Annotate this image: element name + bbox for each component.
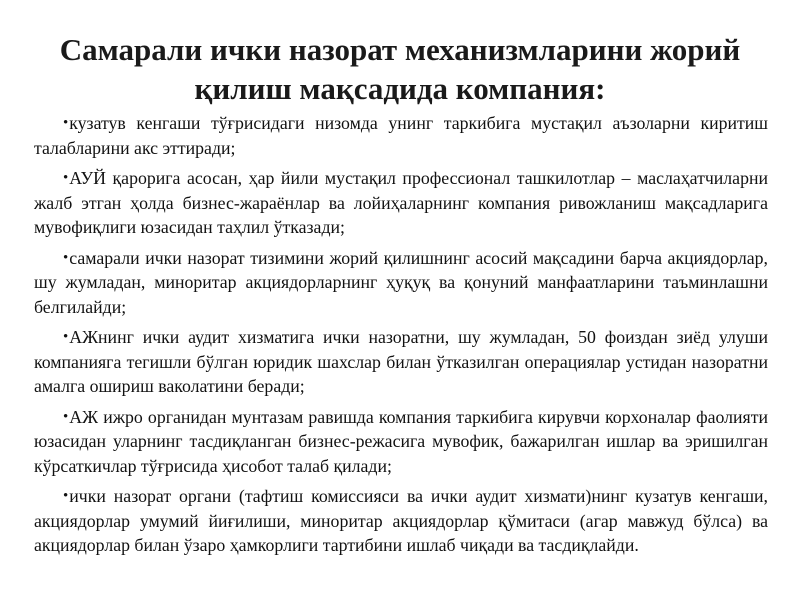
bullet-list <box>34 111 768 564</box>
slide-title <box>40 30 760 108</box>
bullet-dot-icon: • <box>63 488 69 504</box>
bullet-item-6 <box>34 484 768 558</box>
bullet-dot-icon: • <box>63 329 69 345</box>
bullet-text: АУЙ қарорига асосан, ҳар йили мустақил профессионал ташкилотлар – маслаҳатчиларни жалб этган ҳолда бизнес-жараёнлар ва лойиҳаларнинг компания ривожланиш мақсадларига мувофиқлиги юзасидан таҳлил ўтказади; <box>34 168 768 237</box>
bullet-text: АЖ ижро органидан мунтазам равишда компания таркибига кирувчи корхоналар фаолияти юзасидан уларнинг тасдиқланган бизнес-режасига мувофик, бажарилган ишлар ва эришилган кўрсаткичлар тўғрисида ҳисобот талаб қилади; <box>34 406 768 476</box>
bullet-dot-icon: • <box>63 170 69 186</box>
bullet-text: АЖнинг ички аудит хизматига ички назоратни, шу жумладан, 50 фоиздан зиёд улуши компанияга тегишли бўлган юридик шахслар билан ўтказилган операциялар устидан назоратни амалга ошириш ваколатини беради; <box>34 327 768 396</box>
bullet-item-3 <box>34 246 768 320</box>
slide-title-line-1: Самарали ички назорат механизмларини жорий <box>59 32 741 67</box>
bullet-text: кузатув кенгаши тўғрисидаги низомда унинг таркибига мустақил аъзоларни киритиш талабларини акс эттиради; <box>34 113 768 158</box>
bullet-dot-icon: • <box>63 408 69 425</box>
bullet-text: самарали ички назорат тизимини жорий қилишнинг асосий мақсадини барча акциядорлар, шу жумладан, миноритар акциядорларнинг ҳуқуқ ва қонуний манфаатларини таъминлашни белгилайди; <box>34 247 768 317</box>
bullet-text: ички назорат органи (тафтиш комиссияси ва ички аудит хизмати)нинг кузатув кенгаши, акциядорлар умумий йиғилиши, миноритар акциядорлар қўмитаси (агар мавжуд бўлса) ва акциядорлар билан ўзаро ҳамкорлиги тартибини ишлаб чиқади ва тасдиқлайди. <box>34 486 768 555</box>
bullet-item-4 <box>34 325 768 399</box>
bullet-item-2 <box>34 166 768 240</box>
bullet-item-5 <box>34 405 768 479</box>
slide-title-line-2: қилиш мақсадида компания: <box>194 71 606 106</box>
bullet-dot-icon: • <box>63 249 69 266</box>
bullet-item-1 <box>34 111 768 160</box>
bullet-dot-icon: • <box>63 115 69 131</box>
